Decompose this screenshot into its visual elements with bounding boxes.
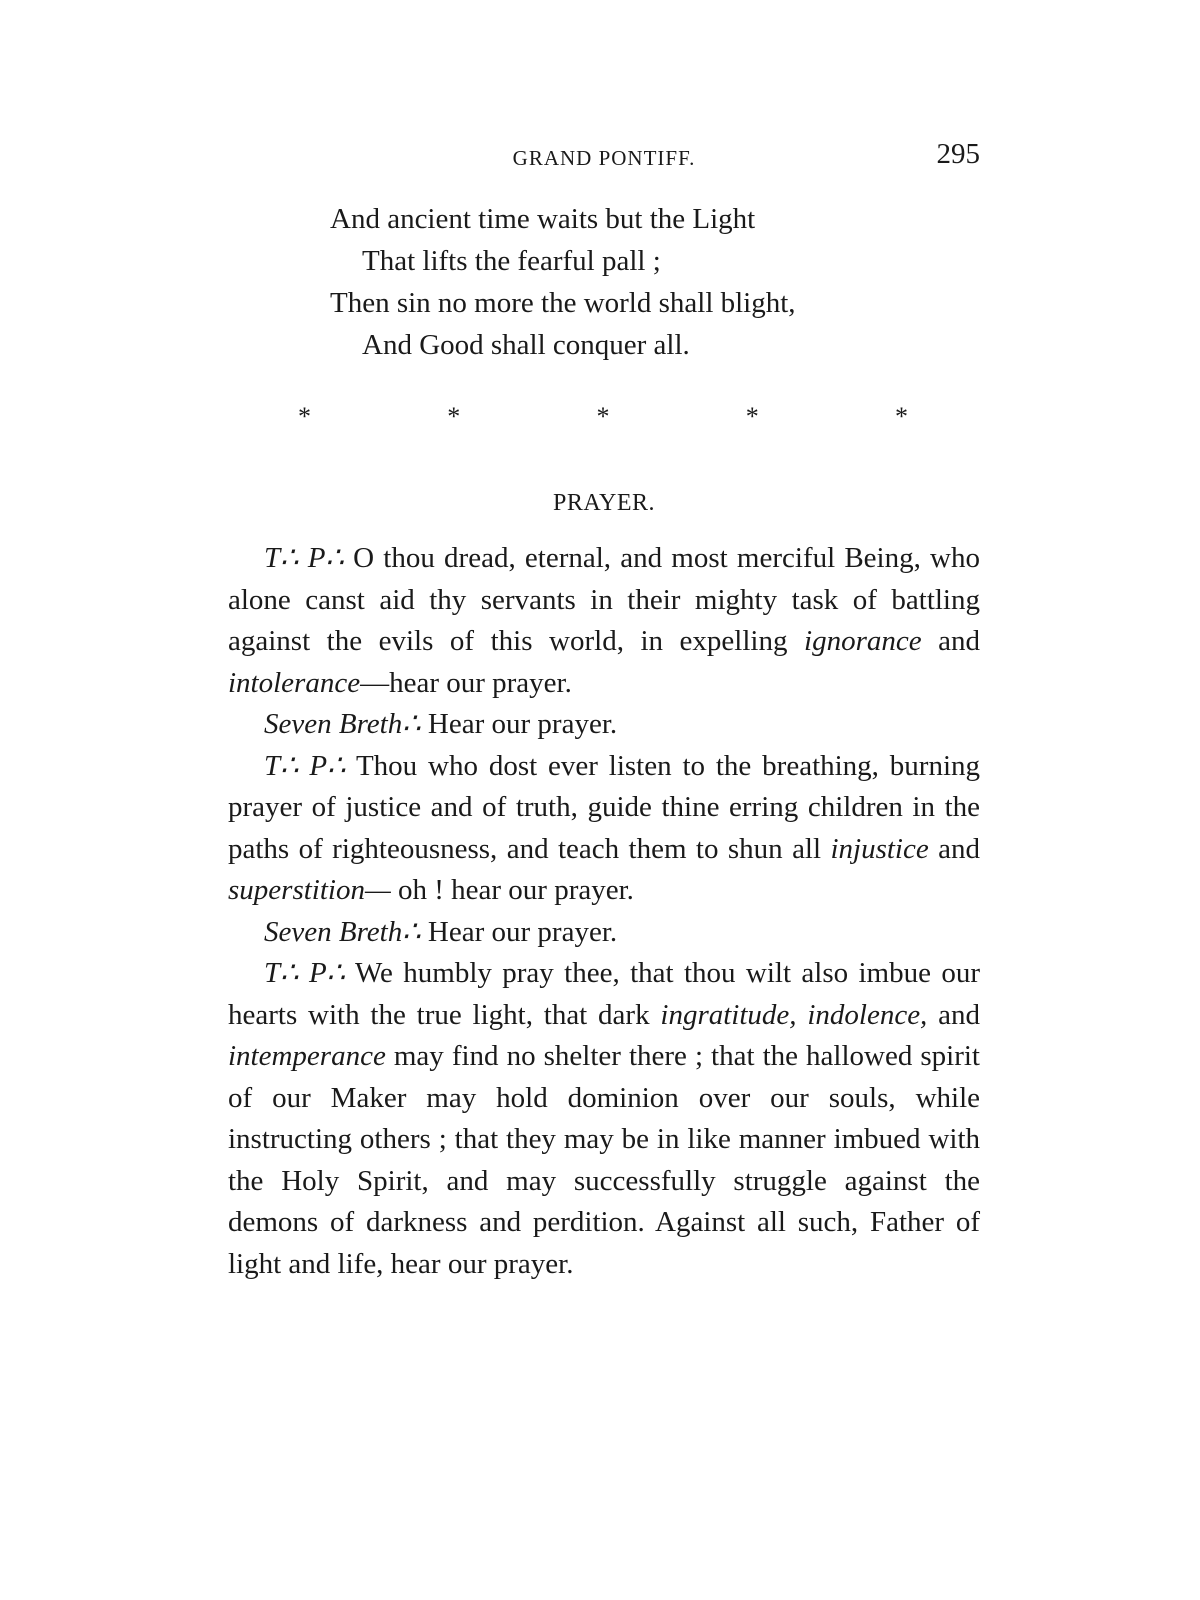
prayer-text: [228, 538, 980, 1285]
section-heading: PRAYER.: [553, 490, 655, 516]
asterisk: *: [745, 402, 759, 431]
section-separator: [298, 402, 908, 432]
prayer-paragraph: [228, 538, 980, 704]
prayer-paragraph: [228, 746, 980, 912]
paragraph-text: and: [928, 832, 980, 865]
poem-line: That lifts the fearful pall ;: [362, 245, 661, 277]
paragraph-text: may find no shelter there ; that the hallowed spirit of our Maker may hold dominion over our souls, while instructing others ; that they may be in like manner imbued with the Holy Spirit, and may successfully struggle against the demons of darkness and perdition. Against all such, Father of light and life, hear our prayer.: [228, 1040, 980, 1280]
emphasized-text: ingratitude, indolence,: [660, 998, 928, 1031]
emphasized-text: intemperance: [228, 1040, 386, 1072]
poem-stanza: [330, 198, 950, 366]
emphasized-text: superstition—: [228, 874, 391, 906]
speaker-label: T∴ P∴: [264, 542, 344, 574]
asterisk: *: [895, 402, 908, 431]
running-title: GRAND PONTIFF.: [512, 146, 696, 170]
speaker-label: T∴ P∴: [264, 957, 346, 989]
poem-line: And Good shall conquer all.: [362, 329, 690, 361]
emphasized-text: intolerance: [228, 666, 361, 699]
paragraph-text: —hear our prayer.: [360, 666, 572, 699]
paragraph-text: O thou dread, eternal, and most merciful Being, who alone canst aid thy servants in their mighty task of battling against the evils of this world, in expelling: [228, 542, 980, 657]
asterisk: *: [447, 402, 461, 431]
asterisk: *: [298, 402, 311, 431]
prayer-paragraph: [228, 953, 980, 1285]
poem-line: And ancient time waits but the Light: [330, 203, 756, 235]
poem-line: Then sin no more the world shall blight,: [330, 287, 796, 319]
speaker-label: Seven Breth∴: [264, 915, 421, 948]
paragraph-text: and: [927, 998, 980, 1031]
emphasized-text: ignorance: [804, 625, 922, 657]
paragraph-text: We humbly pray thee, that thou wilt also imbue our hearts with the true light, that dark: [228, 957, 980, 1031]
asterisk: *: [596, 402, 610, 431]
paragraph-text: Hear our prayer.: [420, 708, 618, 740]
prayer-paragraph: [228, 912, 980, 954]
paragraph-text: and: [921, 625, 981, 657]
page-number: 295: [936, 138, 980, 170]
prayer-paragraph: [228, 704, 980, 746]
speaker-label: Seven Breth∴: [264, 708, 421, 740]
paragraph-text: oh ! hear our prayer.: [390, 874, 634, 906]
paragraph-text: Hear our prayer.: [420, 915, 618, 948]
running-head: [228, 138, 980, 178]
speaker-label: T∴ P∴: [264, 749, 346, 782]
emphasized-text: injustice: [830, 832, 929, 865]
paragraph-text: Thou who dost ever listen to the breathing, burning prayer of justice and of truth, guide thine erring children in the paths of righteousness, and teach them to shun all: [228, 749, 980, 865]
